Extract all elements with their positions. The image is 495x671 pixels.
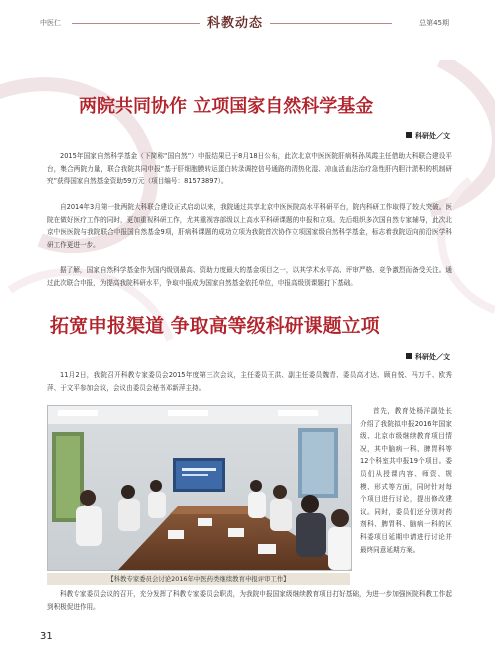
article1-title: 两院共同协作 立项国家自然科学基金 [79, 96, 374, 117]
article2-paragraph-2: 首先，教育处杨洋副处长介绍了我院拟申报2016年国家级、北京市级继续教育项目情况，其中脑病一科、脾胃科等12个科室共申报19个项目。委员们从授课内容、师资、规模、形式等方面，同时针对每个项目进行讨论，提出修改建议。同时，委员们还分别对药剂科、脾胃科、脑病一科的区科委项目延期申请进行讨论并最终同意延期方案。 [360, 407, 452, 554]
page-header [0, 0, 495, 50]
header-journal-name: 中医仁 [40, 19, 61, 27]
article2-author [406, 352, 450, 362]
meeting-photo-illustration [48, 406, 351, 570]
header-issue-number: 总第45期 [419, 19, 449, 27]
article1-paragraph-3: 据了解，国家自然科学基金作为国内级别最高、资助力度最大的基金项目之一，以其学术水平高、评审严格、竞争激烈而备受关注。通过此次联合申报，为提高我院科研水平，争取申报成为国家自然基金依托单位，申报高级别课题打下基础。 [47, 266, 452, 287]
article1-paragraph-1: 2015年国家自然科学基金（下简称“国自然”）申报结果已于8月18日公布，此次北京中医医院肝病科孙凤霞主任借助大科联合建设平台，集合两院力量，联合我院共同申报“基于肝细胞膜转运蛋白转录调控信号通路的清热化湿、凉血活血法治疗急性肝内胆汁淤积的机制研究”获得国家自然基金资助59万元（项目编号：81573897）。 [47, 152, 452, 186]
article2-paragraph-3: 科教专家委员会议的召开，充分发挥了科教专家委员会职责，为我院申报国家级继续教育项目打好基础，为进一步加强医院科教工作起到积极促进作用。 [47, 590, 452, 611]
article2-author-text: 科研处／文 [415, 353, 450, 361]
page-number: 31 [40, 631, 53, 642]
author-square-icon [406, 353, 412, 359]
photo-caption: 【科教专家委员会讨论2016年中医药类继续教育申报评审工作】 [47, 573, 350, 585]
article1-author-text: 科研处／文 [415, 132, 450, 140]
header-divider-left [72, 23, 200, 24]
author-square-icon [406, 132, 412, 138]
article2-paragraph-1: 11月2日，我院召开科教专家委员会2015年度第三次会议，主任委员王洪、副主任委员魏青、委员高才达、顾自悦、马万千、欧秀萍、于文平参加会议，会议由委员会秘书邓新萍主持。 [47, 371, 452, 392]
article1-author [406, 131, 450, 141]
article2-title: 拓宽申报渠道 争取高等级科研课题立项 [50, 315, 380, 337]
meeting-photo [47, 405, 352, 571]
article1-paragraph-2: 自2014年3月第一批两院大科联合建设正式启动以来，我院通过共享北京中医医院高水平科研平台，院内科研工作取得了较大突破。医院在做好医疗工作的同时，更加重视科研工作，尤其重视容部级以上高水平科研课题的申报和立项。先后组织多次国自然专家辅导，此次北京中医医院与我院联合申报国自然基金9项，肝病科课题的成功立项为我院首次协作立项国家级自然科学基金，标志着我院迈向前沿医学科研工作更进一步。 [47, 203, 452, 249]
header-section-title: 科教动态 [207, 16, 264, 31]
header-divider-right [270, 23, 392, 24]
